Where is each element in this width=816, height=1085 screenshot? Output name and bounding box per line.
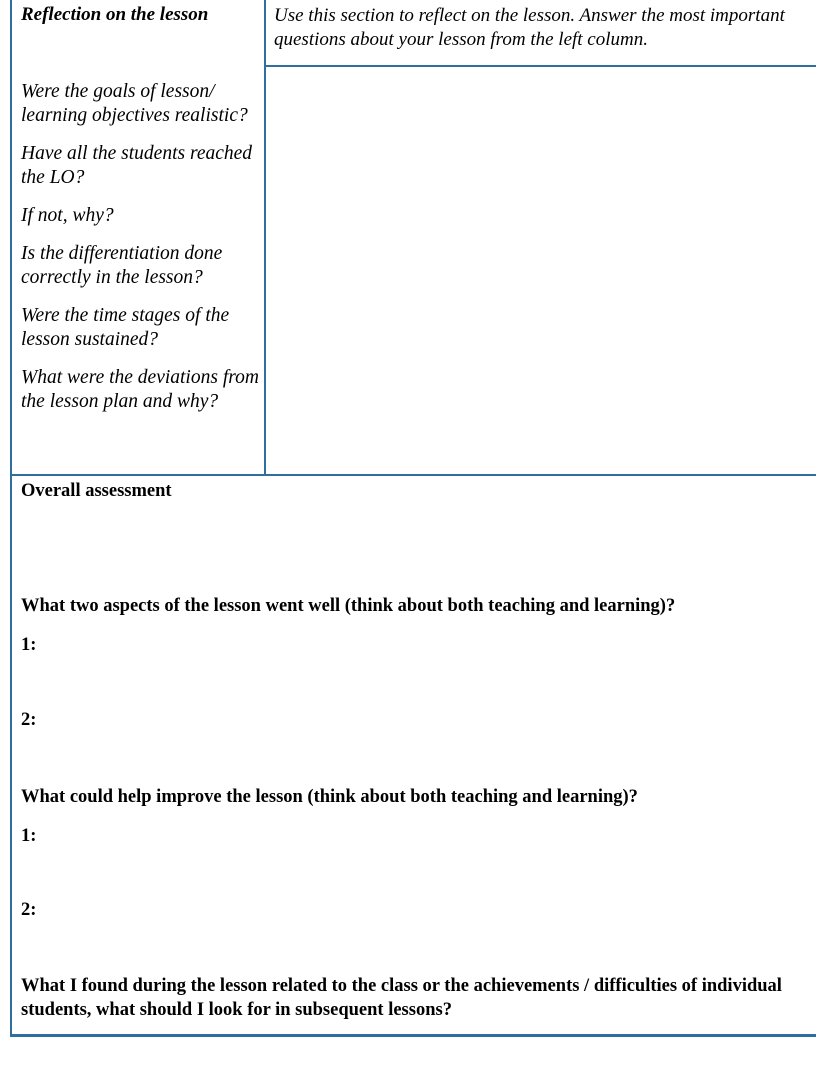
reflection-answer-area[interactable]	[266, 67, 816, 474]
answers-column	[266, 0, 816, 474]
reflection-question: Have all the students reached the LO?	[21, 143, 253, 188]
lesson-reflection-form	[10, 0, 816, 1037]
improve-question: What could help improve the lesson (think about both teaching and learning)?	[21, 787, 638, 807]
reflection-question: What were the deviations from the lesson plan and why?	[21, 367, 259, 412]
went-well-item-1: 1:	[21, 635, 37, 655]
reflection-section	[10, 0, 816, 476]
reflection-question: Were the goals of lesson/ learning objectives realistic?	[21, 81, 248, 126]
reflection-title: Reflection on the lesson	[21, 4, 209, 25]
questions-column	[12, 0, 266, 474]
findings-question: What I found during the lesson related to the class or the achievements / difficulties of individual students, what should I look for in subsequent lessons?	[21, 976, 782, 1020]
went-well-question: What two aspects of the lesson went well (think about both teaching and learning)?	[21, 596, 676, 616]
improve-item-2: 2:	[21, 900, 37, 920]
overall-assessment-heading: Overall assessment	[21, 481, 172, 501]
improve-item-1: 1:	[21, 826, 37, 846]
reflection-question: Were the time stages of the lesson sustained?	[21, 305, 230, 350]
overall-assessment-section	[10, 476, 816, 1037]
reflection-instruction: Use this section to reflect on the lesson. Answer the most important questions about your lesson from the left column.	[274, 5, 785, 50]
reflection-question: Is the differentiation done correctly in the lesson?	[21, 243, 223, 288]
instruction-cell	[266, 0, 816, 67]
went-well-item-2: 2:	[21, 710, 37, 730]
reflection-question-list	[21, 80, 261, 428]
reflection-question: If not, why?	[21, 205, 114, 226]
